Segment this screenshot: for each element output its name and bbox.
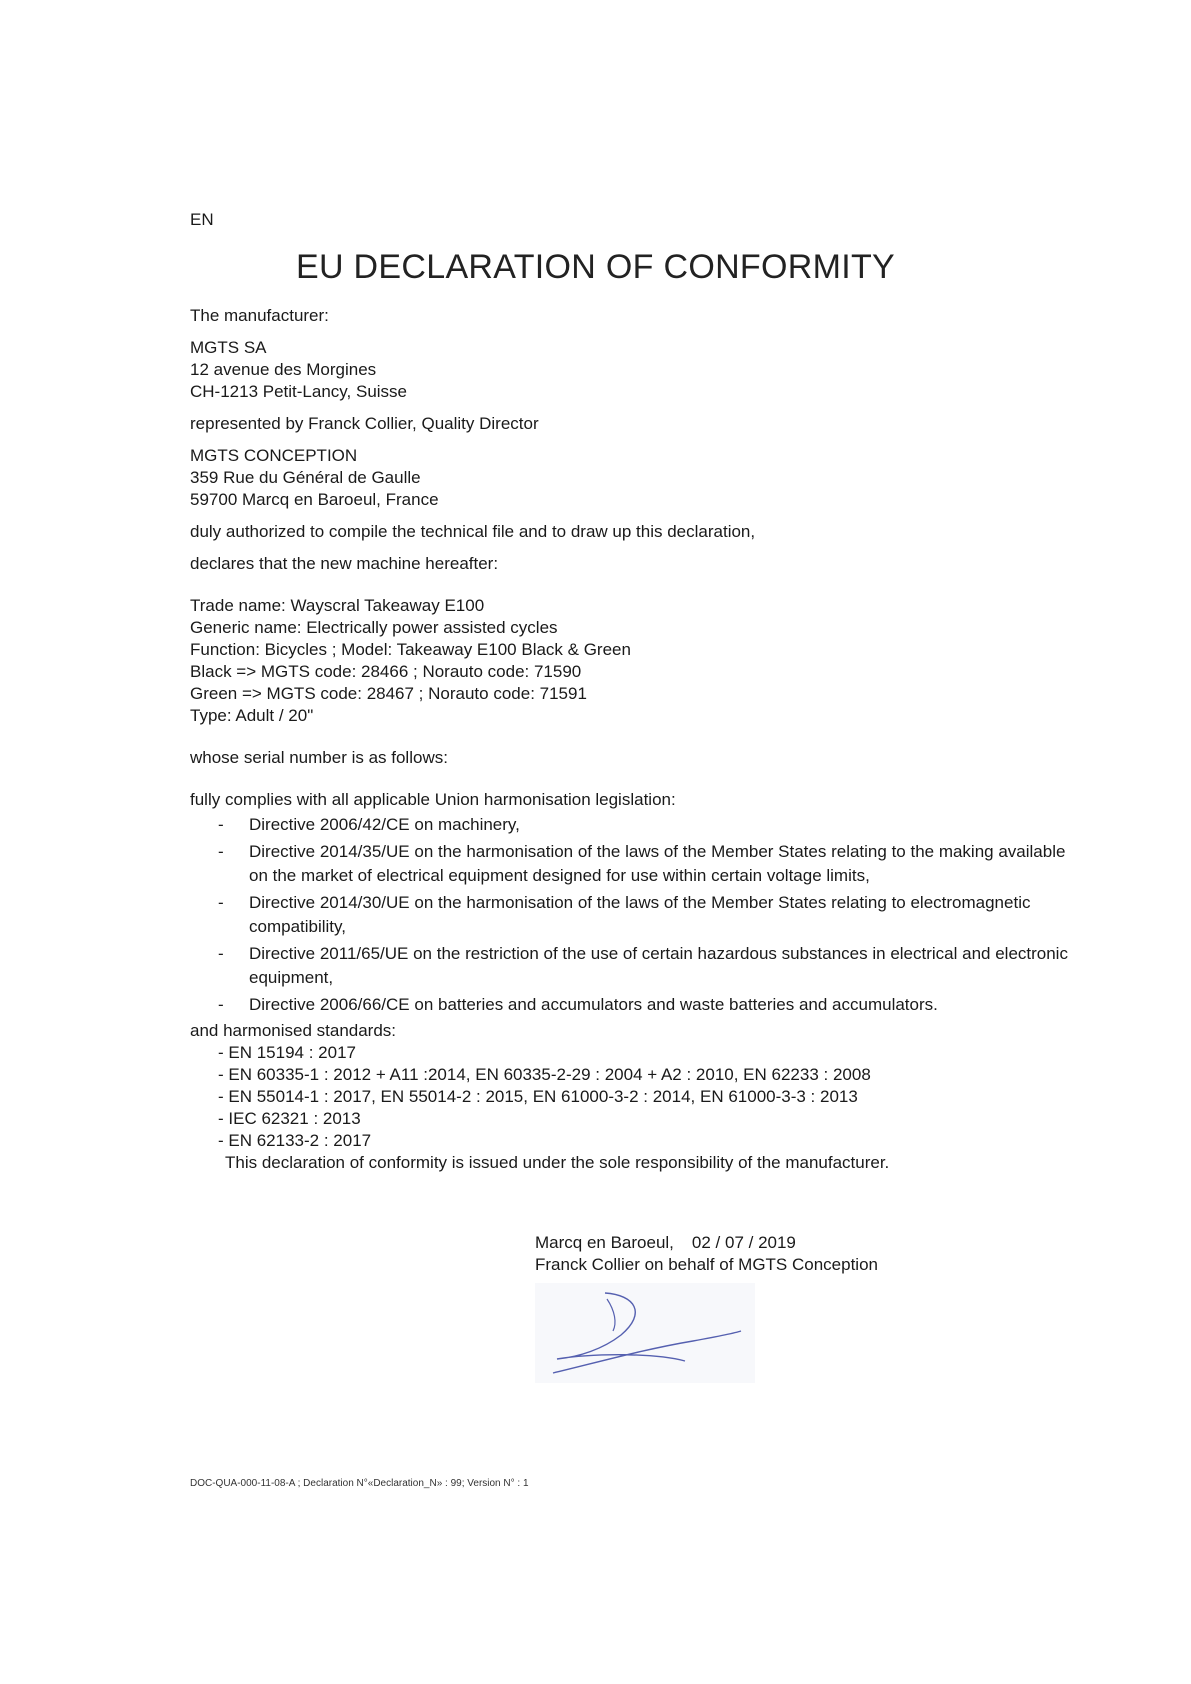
directive-list	[190, 813, 1070, 1017]
list-bullet: -	[218, 995, 224, 1014]
signature-date: 02 / 07 / 2019	[691, 1233, 796, 1252]
machine-function-model: Function: Bicycles ; Model: Takeaway E100 Black & Green	[190, 640, 631, 659]
machine-black-codes: Black => MGTS code: 28466 ; Norauto code: 71590	[190, 662, 582, 681]
represented-by: represented by Franck Collier, Quality Director	[190, 414, 539, 433]
responsibility-statement: This declaration of conformity is issued under the sole responsibility of the manufacturer.	[225, 1153, 890, 1172]
standard-item: - IEC 62321 : 2013	[218, 1109, 361, 1128]
directive-item	[190, 840, 1070, 888]
directive-text: Directive 2014/35/UE on the harmonisation of the laws of the Member States relating to the making available on the market of electrical equipment designed for use within certain voltage limits,	[249, 842, 1066, 885]
signature-icon	[535, 1283, 755, 1383]
standard-item: - EN 60335-1 : 2012 + A11 :2014, EN 60335-2-29 : 2004 + A2 : 2010, EN 62233 : 2008	[218, 1065, 871, 1084]
manufacturer-address	[190, 337, 1070, 403]
signature-place: Marcq en Baroeul,	[535, 1233, 674, 1252]
manufacturer-name: MGTS SA	[190, 338, 267, 357]
standard-item: - EN 62133-2 : 2017	[218, 1131, 372, 1150]
directive-item	[190, 993, 1070, 1017]
list-bullet: -	[218, 842, 224, 861]
page-title: EU DECLARATION OF CONFORMITY	[295, 248, 896, 286]
signature-block	[535, 1232, 878, 1276]
directive-item	[190, 942, 1070, 990]
machine-green-codes: Green => MGTS code: 28467 ; Norauto code: 71591	[190, 684, 587, 703]
authorized-representative-address	[190, 445, 1070, 511]
document-footer: DOC-QUA-000-11-08-A ; Declaration N°«Declaration_N» : 99; Version N° : 1	[190, 1478, 529, 1489]
machine-details	[190, 595, 1070, 727]
machine-type: Type: Adult / 20"	[190, 706, 314, 725]
list-bullet: -	[218, 944, 224, 963]
authorized-address-line1: 359 Rue du Général de Gaulle	[190, 468, 421, 487]
declares-statement: declares that the new machine hereafter:	[190, 554, 499, 573]
handwritten-signature	[535, 1283, 755, 1383]
manufacturer-label: The manufacturer:	[190, 306, 329, 325]
list-bullet: -	[218, 815, 224, 834]
serial-statement: whose serial number is as follows:	[190, 748, 448, 767]
directive-text: Directive 2006/66/CE on batteries and accumulators and waste batteries and accumulators.	[249, 995, 938, 1014]
place-date-line	[535, 1232, 878, 1254]
list-bullet: -	[218, 893, 224, 912]
authorized-address-line2: 59700 Marcq en Baroeul, France	[190, 490, 439, 509]
manufacturer-address-line1: 12 avenue des Morgines	[190, 360, 377, 379]
directive-text: Directive 2006/42/CE on machinery,	[249, 815, 520, 834]
authorized-name: MGTS CONCEPTION	[190, 446, 358, 465]
machine-generic-name: Generic name: Electrically power assisted cycles	[190, 618, 558, 637]
directive-text: Directive 2011/65/UE on the restriction of the use of certain hazardous substances in electrical and electronic equipment,	[249, 944, 1068, 987]
standard-item: - EN 55014-1 : 2017, EN 55014-2 : 2015, EN 61000-3-2 : 2014, EN 61000-3-3 : 2013	[218, 1087, 858, 1106]
directive-text: Directive 2014/30/UE on the harmonisation of the laws of the Member States relating to electromagnetic compatibility,	[249, 893, 1031, 936]
declaration-body	[190, 305, 1070, 1174]
manufacturer-address-line2: CH-1213 Petit-Lancy, Suisse	[190, 382, 408, 401]
complies-statement: fully complies with all applicable Union harmonisation legislation:	[190, 790, 676, 809]
authorized-statement: duly authorized to compile the technical file and to draw up this declaration,	[190, 522, 756, 541]
directive-item	[190, 813, 1070, 837]
standards-label: and harmonised standards:	[190, 1021, 397, 1040]
signatory: Franck Collier on behalf of MGTS Conception	[535, 1255, 878, 1274]
language-code: EN	[190, 210, 214, 229]
standard-item: - EN 15194 : 2017	[218, 1043, 356, 1062]
machine-trade-name: Trade name: Wayscral Takeaway E100	[190, 596, 485, 615]
directive-item	[190, 891, 1070, 939]
standards-list	[190, 1042, 1070, 1152]
